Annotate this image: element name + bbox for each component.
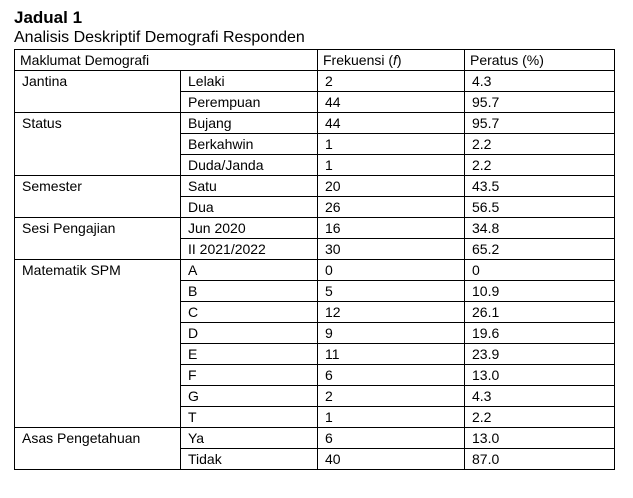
table-number: Jadual 1 [14, 8, 83, 27]
frequency-cell: 20 [318, 176, 465, 197]
frequency-cell: 16 [318, 218, 465, 239]
table-row [15, 218, 615, 239]
frequency-cell: 6 [318, 428, 465, 449]
frequency-cell: 9 [318, 323, 465, 344]
frequency-cell: 1 [318, 134, 465, 155]
group-label: Jantina [15, 71, 181, 113]
category-cell: T [181, 407, 318, 428]
category-cell: Ya [181, 428, 318, 449]
percent-cell: 26.1 [465, 302, 615, 323]
frequency-cell: 26 [318, 197, 465, 218]
percent-cell: 95.7 [465, 113, 615, 134]
table-title: Analisis Deskriptif Demografi Responden [14, 29, 305, 46]
percent-cell: 23.9 [465, 344, 615, 365]
percent-cell: 19.6 [465, 323, 615, 344]
percent-cell: 56.5 [465, 197, 615, 218]
group-label: Status [15, 113, 181, 176]
header-demografi: Maklumat Demografi [15, 50, 318, 71]
frequency-cell: 44 [318, 113, 465, 134]
category-cell: II 2021/2022 [181, 239, 318, 260]
percent-cell: 2.2 [465, 134, 615, 155]
percent-cell: 13.0 [465, 365, 615, 386]
category-cell: Bujang [181, 113, 318, 134]
percent-cell: 4.3 [465, 71, 615, 92]
category-cell: C [181, 302, 318, 323]
frequency-cell: 6 [318, 365, 465, 386]
group-label: Sesi Pengajian [15, 218, 181, 260]
table-row [15, 113, 615, 134]
frequency-cell: 44 [318, 92, 465, 113]
category-cell: D [181, 323, 318, 344]
percent-cell: 4.3 [465, 386, 615, 407]
category-cell: G [181, 386, 318, 407]
group-label: Matematik SPM [15, 260, 181, 428]
group-label: Semester [15, 176, 181, 218]
category-cell: Berkahwin [181, 134, 318, 155]
category-cell: Perempuan [181, 92, 318, 113]
frequency-cell: 30 [318, 239, 465, 260]
demographics-table [14, 49, 615, 470]
frequency-cell: 12 [318, 302, 465, 323]
table-row [15, 176, 615, 197]
category-cell: Duda/Janda [181, 155, 318, 176]
percent-cell: 87.0 [465, 449, 615, 470]
frequency-cell: 1 [318, 407, 465, 428]
category-cell: Tidak [181, 449, 318, 470]
percent-cell: 0 [465, 260, 615, 281]
frequency-cell: 5 [318, 281, 465, 302]
percent-cell: 13.0 [465, 428, 615, 449]
category-cell: Lelaki [181, 71, 318, 92]
frequency-cell: 1 [318, 155, 465, 176]
percent-cell: 34.8 [465, 218, 615, 239]
percent-cell: 2.2 [465, 155, 615, 176]
frequency-cell: 40 [318, 449, 465, 470]
group-label: Asas Pengetahuan [15, 428, 181, 470]
percent-cell: 10.9 [465, 281, 615, 302]
category-cell: B [181, 281, 318, 302]
header-peratus: Peratus (%) [465, 50, 615, 71]
category-cell: A [181, 260, 318, 281]
percent-cell: 95.7 [465, 92, 615, 113]
category-cell: F [181, 365, 318, 386]
frequency-cell: 11 [318, 344, 465, 365]
category-cell: E [181, 344, 318, 365]
header-row [15, 50, 615, 71]
table-row [15, 260, 615, 281]
percent-cell: 2.2 [465, 407, 615, 428]
frequency-cell: 2 [318, 71, 465, 92]
table-row [15, 71, 615, 92]
percent-cell: 65.2 [465, 239, 615, 260]
header-frekuensi: Frekuensi (f) [318, 50, 465, 71]
category-cell: Dua [181, 197, 318, 218]
frequency-cell: 2 [318, 386, 465, 407]
frequency-cell: 0 [318, 260, 465, 281]
percent-cell: 43.5 [465, 176, 615, 197]
category-cell: Jun 2020 [181, 218, 318, 239]
table-row [15, 428, 615, 449]
category-cell: Satu [181, 176, 318, 197]
table-body [15, 71, 615, 470]
